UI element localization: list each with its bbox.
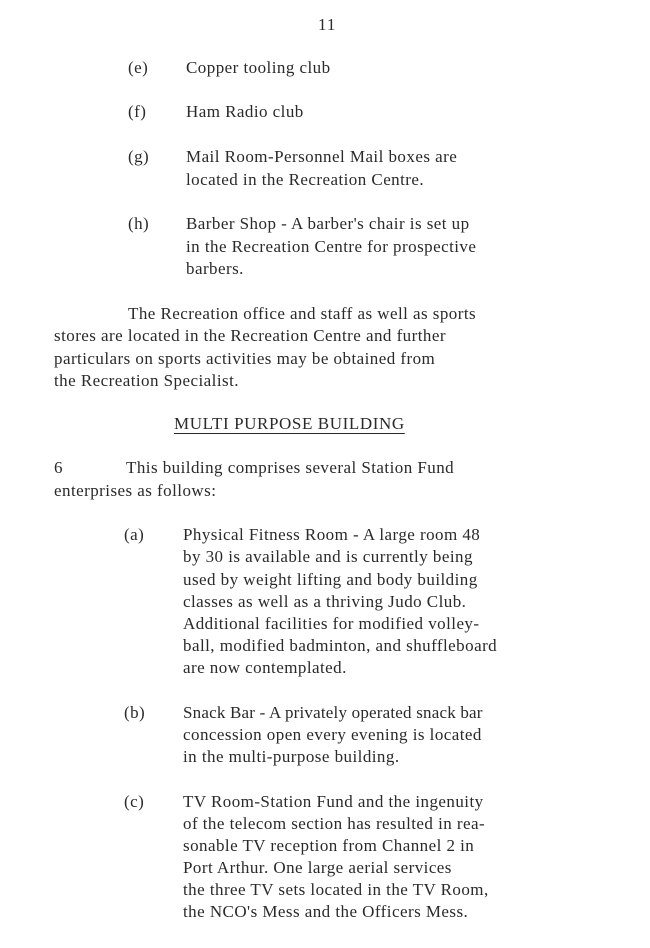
- item-c-line-4: Port Arthur. One large aerial services: [183, 858, 452, 877]
- item-label-e: (e): [128, 58, 149, 77]
- page-number: 11: [318, 15, 337, 34]
- item-label-g: (g): [128, 147, 150, 166]
- item-b-line-3: in the multi-purpose building.: [183, 747, 400, 766]
- item-a-line-5: Additional facilities for modified volley-: [183, 614, 480, 633]
- item-a-line-1: Physical Fitness Room - A large room 48: [183, 525, 481, 544]
- item-a-line-7: are now contemplated.: [183, 658, 347, 677]
- item-label-h: (h): [128, 214, 150, 233]
- item-g-line-2: located in the Recreation Centre.: [186, 170, 425, 189]
- item-a-line-4: classes as well as a thriving Judo Club.: [183, 592, 467, 611]
- item-c-line-5: the three TV sets located in the TV Room,: [183, 880, 489, 899]
- item-c-line-2: of the telecom section has resulted in rea-: [183, 814, 486, 833]
- section-intro-line-2: enterprises as follows:: [54, 481, 217, 500]
- item-a-line-2: by 30 is available and is currently being: [183, 547, 473, 566]
- item-label-c: (c): [124, 792, 145, 811]
- recreation-paragraph-line-3: particulars on sports activities may be obtained from: [54, 349, 436, 368]
- item-c-line-3: sonable TV reception from Channel 2 in: [183, 836, 475, 855]
- item-h-line-1: Barber Shop - A barber's chair is set up: [186, 214, 470, 233]
- item-a-line-3: used by weight lifting and body building: [183, 570, 478, 589]
- section-intro-line-1: This building comprises several Station Fund: [126, 458, 455, 477]
- item-label-b: (b): [124, 703, 146, 722]
- recreation-paragraph-line-1: The Recreation office and staff as well as sports: [128, 304, 477, 323]
- section-heading: MULTI PURPOSE BUILDING: [174, 414, 405, 433]
- recreation-paragraph-line-2: stores are located in the Recreation Centre and further: [54, 326, 446, 345]
- item-h-line-3: barbers.: [186, 259, 244, 278]
- item-e-line-1: Copper tooling club: [186, 58, 331, 77]
- item-label-a: (a): [124, 525, 145, 544]
- item-f-line-1: Ham Radio club: [186, 102, 304, 121]
- item-b-line-2: concession open every evening is located: [183, 725, 482, 744]
- item-a-line-6: ball, modified badminton, and shuffleboard: [183, 636, 498, 655]
- item-g-line-1: Mail Room-Personnel Mail boxes are: [186, 147, 458, 166]
- item-b-line-1: Snack Bar - A privately operated snack bar: [183, 703, 483, 722]
- item-c-line-6: the NCO's Mess and the Officers Mess.: [183, 902, 469, 921]
- recreation-paragraph-line-4: the Recreation Specialist.: [54, 371, 239, 390]
- item-c-line-1: TV Room-Station Fund and the ingenuity: [183, 792, 484, 811]
- item-h-line-2: in the Recreation Centre for prospective: [186, 237, 477, 256]
- item-label-f: (f): [128, 102, 147, 121]
- section-number: 6: [54, 458, 63, 477]
